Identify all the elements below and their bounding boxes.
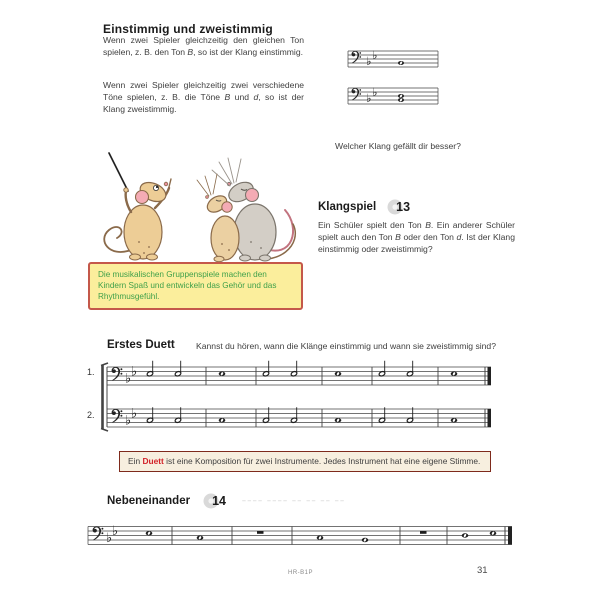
svg-text:♭: ♭	[131, 364, 138, 380]
faded-print-marks: –––– –––– –– –– –– ––	[241, 497, 346, 505]
ear	[136, 191, 149, 204]
track-number: 14	[212, 494, 226, 508]
svg-text:♭: ♭	[366, 53, 372, 68]
intro-paragraph-2: Wenn zwei Spieler gleichzeitig zwei verschiedene Töne spielen, z. B. die Töne B und d, so ist der Klang zweistimmig.	[103, 80, 304, 114]
track-number: 13	[396, 200, 411, 214]
page-number: 31	[477, 565, 488, 576]
eye	[156, 186, 158, 188]
whole-rest	[257, 531, 264, 534]
baton	[109, 153, 128, 191]
singing-mice	[197, 158, 295, 262]
klangspiel-paragraph: Ein Schüler spielt den Ton B. Ein anderer Schüler spielt auch den Ton B oder den Ton d. Ist der Klang einstimmig oder zweistimmig?	[318, 220, 515, 254]
whole-rest	[420, 531, 427, 534]
intro-paragraph-1: Wenn zwei Spieler gleichzeitig den gleichen Ton spielen, z. B. den Ton B, so ist der Klang einstimmig.	[103, 35, 304, 57]
tip-box	[88, 262, 303, 310]
whiskers	[212, 158, 241, 186]
erstes-duett-question: Kannst du hören, wann die Klänge einstimmig und wann sie zweistimmig sind?	[196, 341, 496, 351]
ear	[222, 202, 232, 212]
music-example-staves	[345, 45, 520, 110]
nose	[164, 182, 168, 186]
conductor-mouse	[104, 153, 171, 260]
nebeneinander-header	[107, 492, 346, 510]
svg-text:♭: ♭	[131, 406, 138, 422]
klangspiel-title: Klangspiel	[318, 201, 377, 213]
svg-text:♭: ♭	[372, 84, 378, 99]
duett-definition-box	[119, 451, 491, 472]
svg-text:♭: ♭	[106, 530, 113, 546]
nebeneinander-staff	[85, 522, 517, 554]
voice1-label: 1.	[87, 367, 95, 377]
question-text: Welcher Klang gefällt dir besser?	[335, 141, 461, 151]
erstes-duett-title: Erstes Duett	[107, 339, 175, 351]
voice2-label: 2.	[87, 410, 95, 420]
ear	[246, 189, 259, 202]
svg-text:♭: ♭	[112, 524, 119, 540]
nose	[206, 196, 209, 199]
svg-text:♭: ♭	[125, 371, 132, 387]
footer-code: HR-B1P	[288, 570, 314, 576]
nebeneinander-title: Nebeneinander	[107, 495, 191, 507]
duet-staves	[85, 358, 497, 438]
mice-illustration	[95, 146, 305, 264]
tip-box-text: Die musikalischen Gruppenspiele machen den Kindern Spaß und entwickeln das Gehör und das Rhythmusgefühl.	[98, 270, 277, 302]
duett-definition-text: Ein Duett ist eine Komposition für zwei Instrumente. Jedes Instrument hat eine eigene Stimme.	[128, 456, 481, 466]
svg-text:♭: ♭	[366, 90, 372, 105]
svg-text:♭: ♭	[372, 47, 378, 62]
whiskers	[197, 174, 217, 196]
klangspiel-header	[318, 198, 410, 216]
svg-text:♭: ♭	[125, 413, 132, 429]
duett-term: Duett	[142, 456, 164, 466]
page-title: Einstimmig und zweistimmig	[103, 22, 273, 36]
